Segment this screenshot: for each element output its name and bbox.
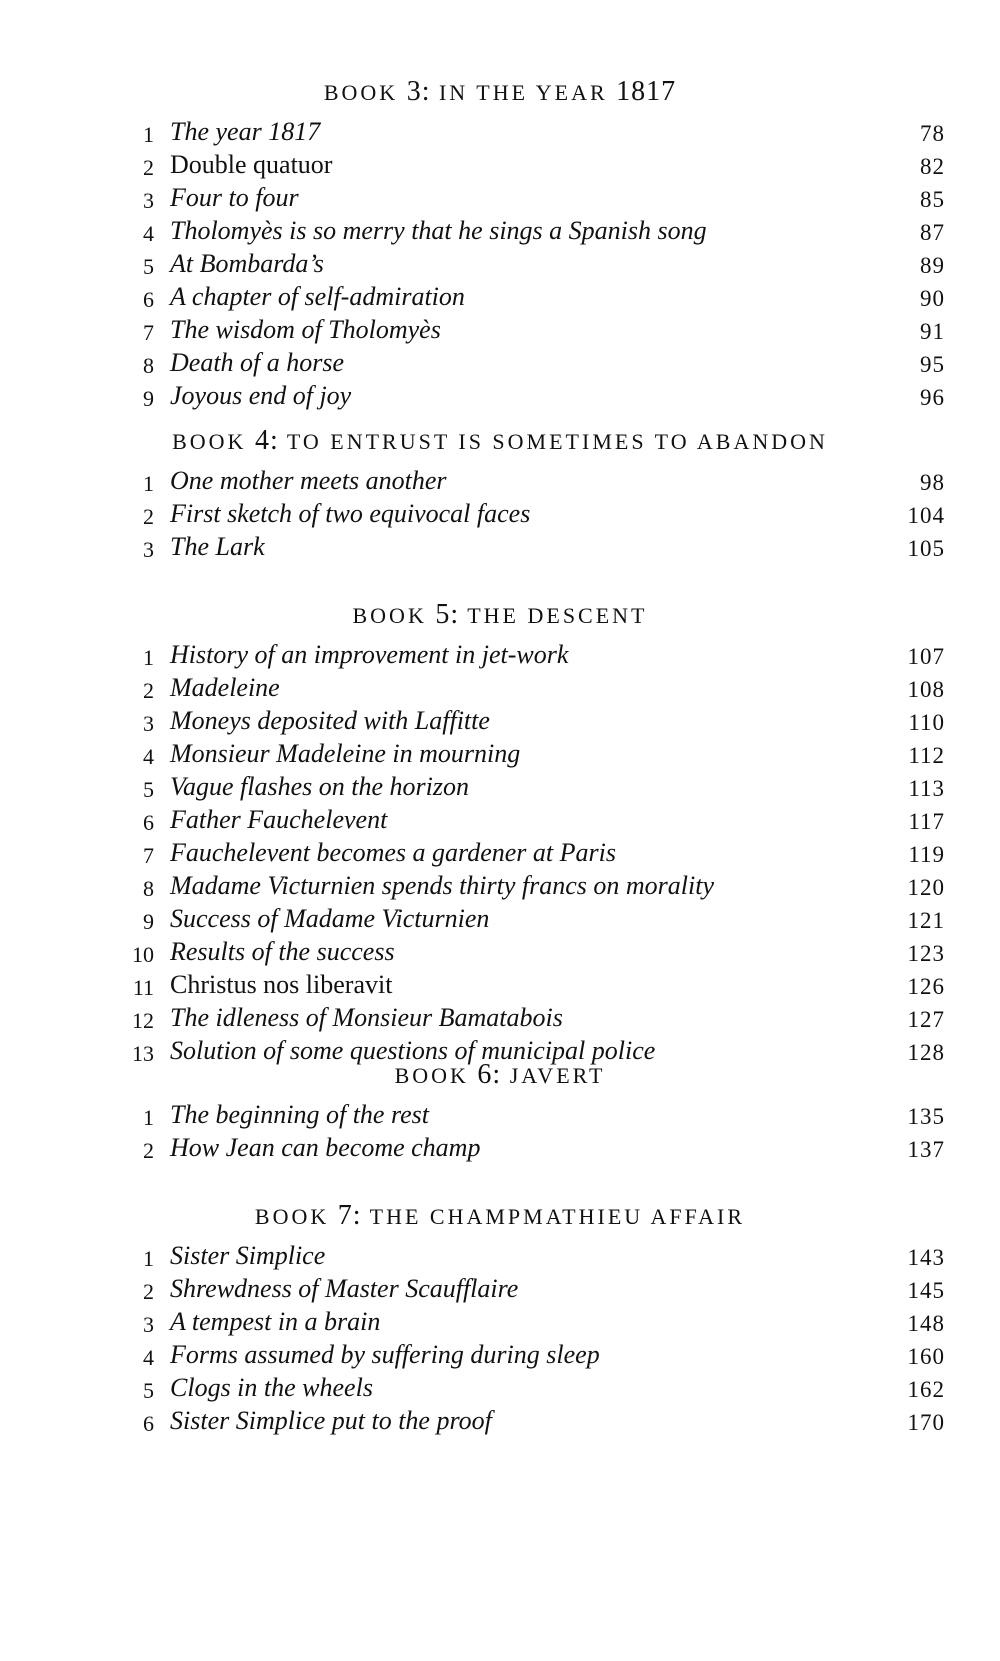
- chapter-number: 6: [143, 810, 154, 835]
- chapter-title: History of an improvement in jet-work: [170, 640, 569, 669]
- chapter-title: Vague flashes on the horizon: [170, 772, 469, 801]
- chapter-list: [0, 464, 1000, 563]
- chapter-number: 9: [143, 386, 154, 411]
- chapter-entry: [0, 1001, 1000, 1034]
- chapter-number: 2: [143, 678, 154, 703]
- chapter-entry: [0, 1404, 1000, 1437]
- chapter-entry: [0, 1305, 1000, 1338]
- chapter-entry: [0, 379, 1000, 412]
- chapter-number: 5: [143, 254, 154, 279]
- book-section: [0, 75, 1000, 412]
- chapter-page-number: 135: [907, 1104, 945, 1129]
- chapter-number: 2: [143, 1279, 154, 1304]
- chapter-page-number: 85: [920, 187, 945, 212]
- book-title: THE DESCENT: [467, 603, 648, 628]
- chapter-page-number: 108: [907, 677, 945, 702]
- chapter-entry: [0, 638, 1000, 671]
- chapter-number: 4: [143, 1345, 154, 1370]
- chapter-entry: [0, 530, 1000, 563]
- chapter-number: 6: [143, 287, 154, 312]
- chapter-page-number: 127: [907, 1007, 945, 1032]
- chapter-number: 1: [143, 122, 154, 147]
- chapter-title: A tempest in a brain: [170, 1307, 381, 1336]
- chapter-page-number: 148: [907, 1311, 945, 1336]
- chapter-page-number: 113: [908, 776, 945, 801]
- chapter-number: 12: [132, 1008, 154, 1033]
- chapter-title: Joyous end of joy: [170, 381, 352, 410]
- chapter-title: Monsieur Madeleine in mourning: [170, 739, 521, 768]
- chapter-title: Shrewdness of Master Scaufflaire: [170, 1274, 519, 1303]
- chapter-entry: [0, 1338, 1000, 1371]
- chapter-entry: [0, 464, 1000, 497]
- chapter-title: First sketch of two equivocal faces: [170, 499, 531, 528]
- book-section: [0, 424, 1000, 563]
- chapter-title: The idleness of Monsieur Bamatabois: [170, 1003, 563, 1032]
- chapter-list: [0, 115, 1000, 412]
- book-label: BOOK: [172, 429, 247, 454]
- chapter-number: 8: [143, 876, 154, 901]
- book-title: THE CHAMPMATHIEU AFFAIR: [369, 1204, 746, 1229]
- chapter-page-number: 82: [920, 154, 945, 179]
- chapter-title: The wisdom of Tholomyès: [170, 315, 441, 344]
- chapter-entry: [0, 704, 1000, 737]
- book-title: TO ENTRUST IS SOMETIMES TO ABANDON: [286, 429, 828, 454]
- book-label: BOOK: [394, 1063, 469, 1088]
- chapter-title: Christus nos liberavit: [170, 970, 393, 999]
- chapter-number: 3: [143, 1312, 154, 1337]
- chapter-entry: [0, 1098, 1000, 1131]
- chapter-number: 6: [143, 1411, 154, 1436]
- book-heading: [0, 1199, 1000, 1233]
- chapter-title: Results of the success: [170, 937, 395, 966]
- book-section: [0, 598, 1000, 1067]
- chapter-title: One mother meets another: [170, 466, 447, 495]
- chapter-title: Madeleine: [170, 673, 280, 702]
- chapter-number: 1: [143, 645, 154, 670]
- chapter-page-number: 87: [920, 220, 945, 245]
- chapter-page-number: 89: [920, 253, 945, 278]
- chapter-title: Four to four: [170, 183, 299, 212]
- chapter-title: Father Fauchelevent: [170, 805, 388, 834]
- chapter-page-number: 104: [907, 503, 945, 528]
- chapter-number: 8: [143, 353, 154, 378]
- chapter-number: 1: [143, 1105, 154, 1130]
- chapter-title: A chapter of self-admiration: [170, 282, 465, 311]
- chapter-number: 9: [143, 909, 154, 934]
- chapter-number: 4: [143, 221, 154, 246]
- chapter-title: Clogs in the wheels: [170, 1373, 373, 1402]
- book-number: 6:: [477, 1059, 502, 1090]
- chapter-entry: [0, 770, 1000, 803]
- chapter-page-number: 119: [908, 842, 945, 867]
- chapter-page-number: 128: [907, 1040, 945, 1065]
- book-title: JAVERT: [509, 1063, 606, 1088]
- chapter-title: How Jean can become champ: [170, 1133, 481, 1162]
- chapter-title: The year 1817: [170, 117, 321, 146]
- chapter-page-number: 145: [907, 1278, 945, 1303]
- chapter-page-number: 143: [907, 1245, 945, 1270]
- chapter-entry: [0, 671, 1000, 704]
- chapter-title: Double quatuor: [170, 150, 333, 179]
- chapter-title: The Lark: [170, 532, 265, 561]
- book-number: 5:: [435, 599, 460, 630]
- chapter-title: Sister Simplice: [170, 1241, 326, 1270]
- book-label: BOOK: [352, 603, 427, 628]
- chapter-entry: [0, 214, 1000, 247]
- chapter-entry: [0, 115, 1000, 148]
- chapter-entry: [0, 935, 1000, 968]
- chapter-title: Death of a horse: [170, 348, 345, 377]
- chapter-title: Success of Madame Victurnien: [170, 904, 490, 933]
- chapter-page-number: 170: [907, 1410, 945, 1435]
- chapter-list: [0, 1239, 1000, 1437]
- chapter-page-number: 98: [920, 470, 945, 495]
- chapter-title: Forms assumed by suffering during sleep: [170, 1340, 600, 1369]
- chapter-title: Fauchelevent becomes a gardener at Paris: [170, 838, 616, 867]
- chapter-entry: [0, 968, 1000, 1001]
- chapter-title: Sister Simplice put to the proof: [170, 1406, 492, 1435]
- book-title-year: 1817: [616, 76, 677, 107]
- book-section: [0, 1199, 1000, 1437]
- chapter-page-number: 162: [907, 1377, 945, 1402]
- book-heading: [0, 424, 1000, 458]
- chapter-title: Moneys deposited with Laffitte: [170, 706, 490, 735]
- chapter-page-number: 110: [908, 710, 945, 735]
- chapter-entry: [0, 313, 1000, 346]
- chapter-page-number: 90: [920, 286, 945, 311]
- chapter-number: 2: [143, 155, 154, 180]
- chapter-entry: [0, 148, 1000, 181]
- chapter-entry: [0, 247, 1000, 280]
- chapter-number: 3: [143, 537, 154, 562]
- chapter-entry: [0, 497, 1000, 530]
- chapter-entry: [0, 1131, 1000, 1164]
- chapter-page-number: 96: [920, 385, 945, 410]
- chapter-number: 1: [143, 471, 154, 496]
- chapter-entry: [0, 1272, 1000, 1305]
- chapter-list: [0, 638, 1000, 1067]
- chapter-title: The beginning of the rest: [170, 1100, 430, 1129]
- book-heading: [0, 1058, 1000, 1092]
- chapter-page-number: 78: [920, 121, 945, 146]
- chapter-entry: [0, 346, 1000, 379]
- book-label: BOOK: [254, 1204, 330, 1229]
- book-number: 4:: [254, 425, 279, 456]
- chapter-page-number: 112: [908, 743, 945, 768]
- chapter-number: 1: [143, 1246, 154, 1271]
- chapter-number: 4: [143, 744, 154, 769]
- chapter-title: Madame Victurnien spends thirty francs on morality: [170, 871, 715, 900]
- chapter-number: 2: [143, 504, 154, 529]
- chapter-entry: [0, 803, 1000, 836]
- chapter-page-number: 117: [908, 809, 945, 834]
- chapter-number: 7: [143, 320, 154, 345]
- chapter-entry: [0, 836, 1000, 869]
- chapter-entry: [0, 902, 1000, 935]
- chapter-entry: [0, 280, 1000, 313]
- chapter-number: 2: [143, 1138, 154, 1163]
- chapter-page-number: 160: [907, 1344, 945, 1369]
- chapter-page-number: 91: [920, 319, 945, 344]
- chapter-page-number: 137: [907, 1137, 945, 1162]
- book-heading: [0, 75, 1000, 109]
- chapter-number: 5: [143, 777, 154, 802]
- book-section: [0, 1058, 1000, 1164]
- chapter-entry: [0, 181, 1000, 214]
- chapter-number: 11: [132, 975, 154, 1000]
- chapter-title: At Bombarda’s: [170, 249, 324, 278]
- chapter-entry: [0, 737, 1000, 770]
- book-heading: [0, 598, 1000, 632]
- chapter-number: 3: [143, 711, 154, 736]
- chapter-title: Tholomyès is so merry that he sings a Spanish song: [170, 216, 707, 245]
- chapter-page-number: 120: [907, 875, 945, 900]
- chapter-number: 3: [143, 188, 154, 213]
- chapter-entry: [0, 1239, 1000, 1272]
- chapter-page-number: 105: [907, 536, 945, 561]
- chapter-entry: [0, 869, 1000, 902]
- chapter-number: 10: [132, 942, 154, 967]
- book-number: 7:: [337, 1200, 362, 1231]
- chapter-list: [0, 1098, 1000, 1164]
- chapter-number: 13: [132, 1041, 154, 1066]
- book-number: 3:: [406, 76, 431, 107]
- chapter-entry: [0, 1371, 1000, 1404]
- chapter-page-number: 107: [907, 644, 945, 669]
- chapter-page-number: 123: [907, 941, 945, 966]
- chapter-number: 5: [143, 1378, 154, 1403]
- book-label: BOOK: [323, 80, 399, 105]
- chapter-page-number: 126: [907, 974, 945, 999]
- chapter-page-number: 95: [920, 352, 945, 377]
- book-title: IN THE YEAR: [438, 80, 608, 105]
- chapter-number: 7: [143, 843, 154, 868]
- chapter-title: Solution of some questions of municipal police: [170, 1036, 656, 1065]
- chapter-page-number: 121: [907, 908, 945, 933]
